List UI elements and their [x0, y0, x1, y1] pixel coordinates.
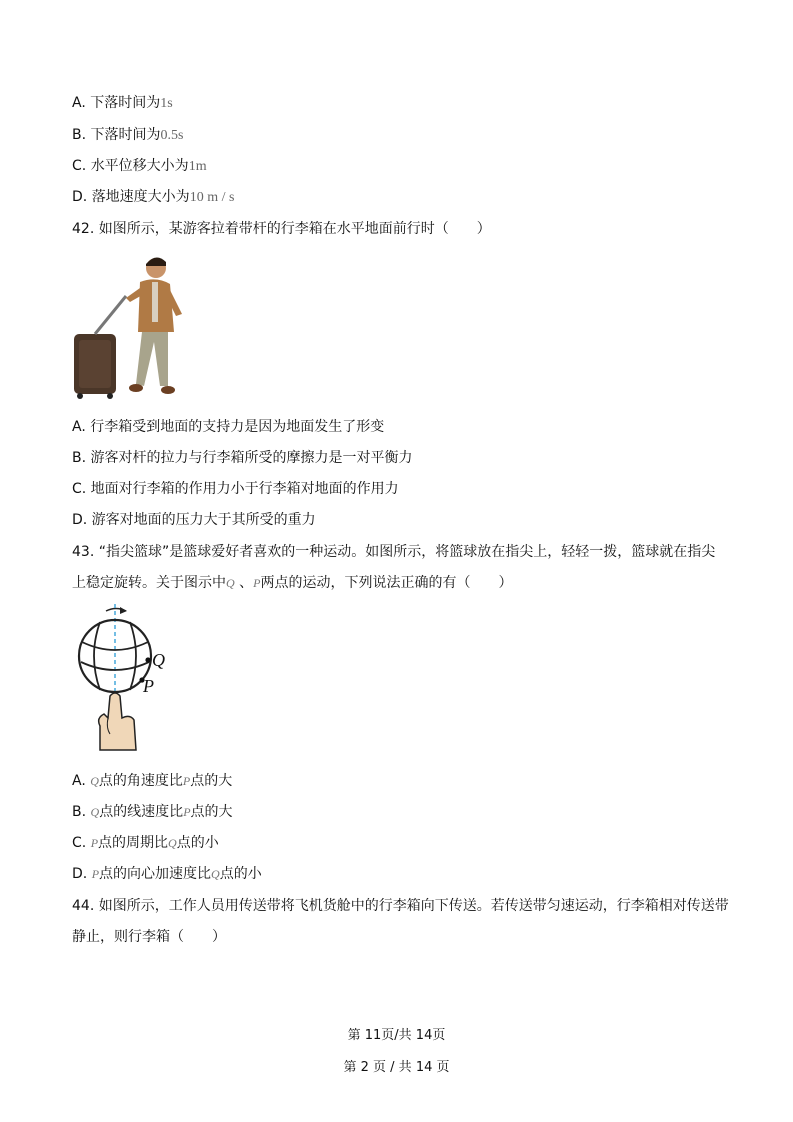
inner-page-number: 第 11页/共 14页 — [347, 1028, 446, 1043]
outer-page-number: 第 2 页 / 共 14 页 — [343, 1060, 450, 1075]
q43-option-b: B. Q点的线速度比P点的大 — [72, 804, 233, 820]
q42-option-c: C. 地面对行李箱的作用力小于行李箱对地面的作用力 — [72, 481, 399, 497]
finger-hand — [99, 693, 136, 750]
label-p: P — [143, 676, 154, 696]
person-trousers — [136, 332, 168, 386]
q42-option-d: D. 游客对地面的压力大于其所受的重力 — [72, 512, 316, 528]
q41-option-d: D. 落地速度大小为10 m / s — [72, 189, 235, 205]
point-q — [145, 657, 150, 662]
q41-option-c: C. 水平位移大小为1m — [72, 158, 207, 174]
q43-option-a: A. Q点的角速度比P点的大 — [72, 773, 233, 789]
q42-stem: 42. 如图所示，某游客拉着带杆的行李箱在水平地面前行时（ ） — [72, 221, 491, 237]
q44-stem-line2: 静止，则行李箱（ ） — [72, 929, 226, 945]
label-q: Q — [152, 650, 165, 670]
q42-option-b: B. 游客对杆的拉力与行李箱所受的摩擦力是一对平衡力 — [72, 450, 413, 466]
q44-stem-line1: 44. 如图所示，工作人员用传送带将飞机货舱中的行李箱向下传送。若传送带匀速运动，行李箱相对传送带 — [72, 898, 729, 914]
traveler-with-suitcase-image — [70, 252, 190, 402]
q42-option-a: A. 行李箱受到地面的支持力是因为地面发生了形变 — [72, 419, 385, 435]
q43-stem-line2: 上稳定旋转。关于图示中Q 、P两点的运动，下列说法正确的有（ ） — [72, 575, 513, 591]
fingertip-basketball-figure — [70, 600, 180, 755]
q43-option-c: C. P点的周期比Q点的小 — [72, 835, 219, 851]
q41-option-a: A. 下落时间为1s — [72, 95, 173, 111]
q43-option-d: D. P点的向心加速度比Q点的小 — [72, 866, 262, 882]
q41-option-b: B. 下落时间为0.5s — [72, 127, 184, 143]
q43-stem-line1: 43. “指尖篮球”是篮球爱好者喜欢的一种运动。如图所示，将篮球放在指尖上，轻轻一拨，篮球就在指尖 — [72, 544, 716, 560]
